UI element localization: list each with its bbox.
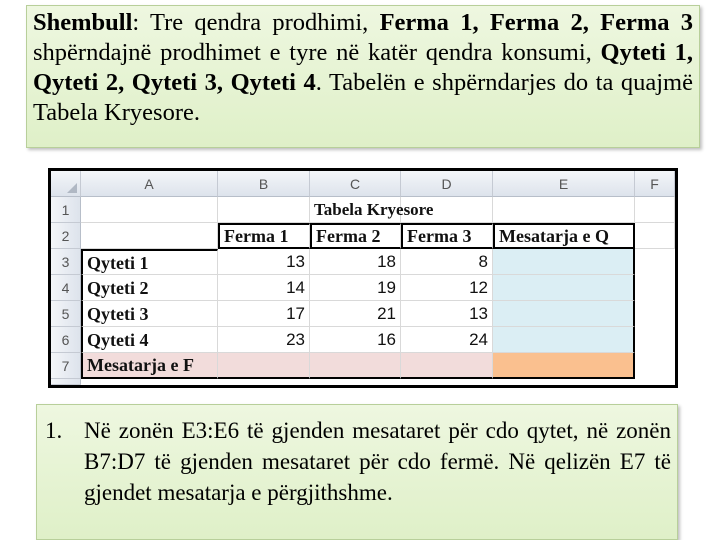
task-text: Në zonën E3:E6 të gjenden mesataret për cdo qytet, në zonën B7:D7 të gjenden mesataret për cdo fermë. Në qelizën E7 të gjendet mesatarja e përgjithshme.: [84, 418, 671, 505]
row-header-7[interactable]: 7: [51, 353, 81, 379]
cell-e4[interactable]: [493, 275, 635, 301]
row-label-mesatarja-f[interactable]: Mesatarja e F: [81, 353, 218, 379]
row-header-5[interactable]: 5: [51, 301, 81, 327]
intro-text-3: . Tabelën e shpërndarjes do ta quajmë Tabela Kryesore.: [33, 69, 693, 126]
cell-f1[interactable]: [635, 197, 675, 223]
cell-d7[interactable]: [401, 353, 493, 379]
row-label-qyteti-4[interactable]: Qyteti 4: [81, 327, 218, 353]
row-label-qyteti-1[interactable]: Qyteti 1: [81, 249, 218, 275]
cell-b5[interactable]: 17: [218, 301, 310, 327]
col-header-c[interactable]: C: [310, 171, 401, 197]
cell-e3[interactable]: [493, 249, 635, 275]
row-label-qyteti-3[interactable]: Qyteti 3: [81, 301, 218, 327]
cell-c7[interactable]: [310, 353, 401, 379]
cell-f2[interactable]: [635, 223, 675, 249]
cell-b3[interactable]: 13: [218, 249, 310, 275]
intro-text-1: : Tre qendra prodhimi,: [132, 9, 380, 36]
cell-b6[interactable]: 23: [218, 327, 310, 353]
row-header-1[interactable]: 1: [51, 197, 81, 223]
task-item: [45, 415, 671, 508]
intro-text: [33, 8, 693, 128]
cell-c4[interactable]: 19: [310, 275, 401, 301]
spreadsheet-image: [48, 168, 678, 388]
task-box: [36, 404, 678, 540]
row-header-3[interactable]: 3: [51, 249, 81, 275]
spreadsheet-grid: [51, 171, 675, 385]
cell-d6[interactable]: 24: [401, 327, 493, 353]
row-header-4[interactable]: 4: [51, 275, 81, 301]
intro-farms: Ferma 1, Ferma 2, Ferma 3: [379, 9, 693, 36]
row-header-6[interactable]: 6: [51, 327, 81, 353]
cell-c5[interactable]: 21: [310, 301, 401, 327]
header-ferma-1[interactable]: Ferma 1: [218, 223, 310, 249]
cell-d5[interactable]: 13: [401, 301, 493, 327]
cell-d1[interactable]: [401, 197, 493, 223]
header-ferma-3[interactable]: Ferma 3: [401, 223, 493, 249]
cell-e5[interactable]: [493, 301, 635, 327]
cell-a2[interactable]: [81, 223, 218, 249]
cell-a1[interactable]: [81, 197, 218, 223]
intro-cities: Qyteti 1, Qyteti 2, Qyteti 3, Qyteti 4: [33, 39, 694, 96]
cell-e1[interactable]: [493, 197, 635, 223]
col-header-f[interactable]: F: [635, 171, 675, 197]
cell-e7[interactable]: [493, 353, 635, 379]
task-number: 1.: [45, 418, 63, 443]
col-header-e[interactable]: E: [493, 171, 635, 197]
cell-e6[interactable]: [493, 327, 635, 353]
intro-label: Shembull: [33, 9, 133, 36]
sheet-title[interactable]: Tabela Kryesore: [310, 197, 401, 223]
row-header-2[interactable]: 2: [51, 223, 81, 249]
header-mesatarja-q[interactable]: Mesatarja e Q: [493, 223, 635, 249]
select-all-corner[interactable]: [51, 171, 81, 197]
row-header-8[interactable]: [51, 379, 81, 385]
cell-d3[interactable]: 8: [401, 249, 493, 275]
intro-box: [26, 5, 700, 148]
col-header-b[interactable]: B: [218, 171, 310, 197]
col-header-d[interactable]: D: [401, 171, 493, 197]
cell-c6[interactable]: 16: [310, 327, 401, 353]
cell-b4[interactable]: 14: [218, 275, 310, 301]
intro-text-2: shpërndajnë prodhimet e tyre në katër qendra konsumi,: [33, 39, 601, 66]
cell-d4[interactable]: 12: [401, 275, 493, 301]
row-label-qyteti-2[interactable]: Qyteti 2: [81, 275, 218, 301]
header-ferma-2[interactable]: Ferma 2: [310, 223, 401, 249]
col-header-a[interactable]: A: [81, 171, 218, 197]
cell-c3[interactable]: 18: [310, 249, 401, 275]
cell-b7[interactable]: [218, 353, 310, 379]
cell-b1[interactable]: [218, 197, 310, 223]
